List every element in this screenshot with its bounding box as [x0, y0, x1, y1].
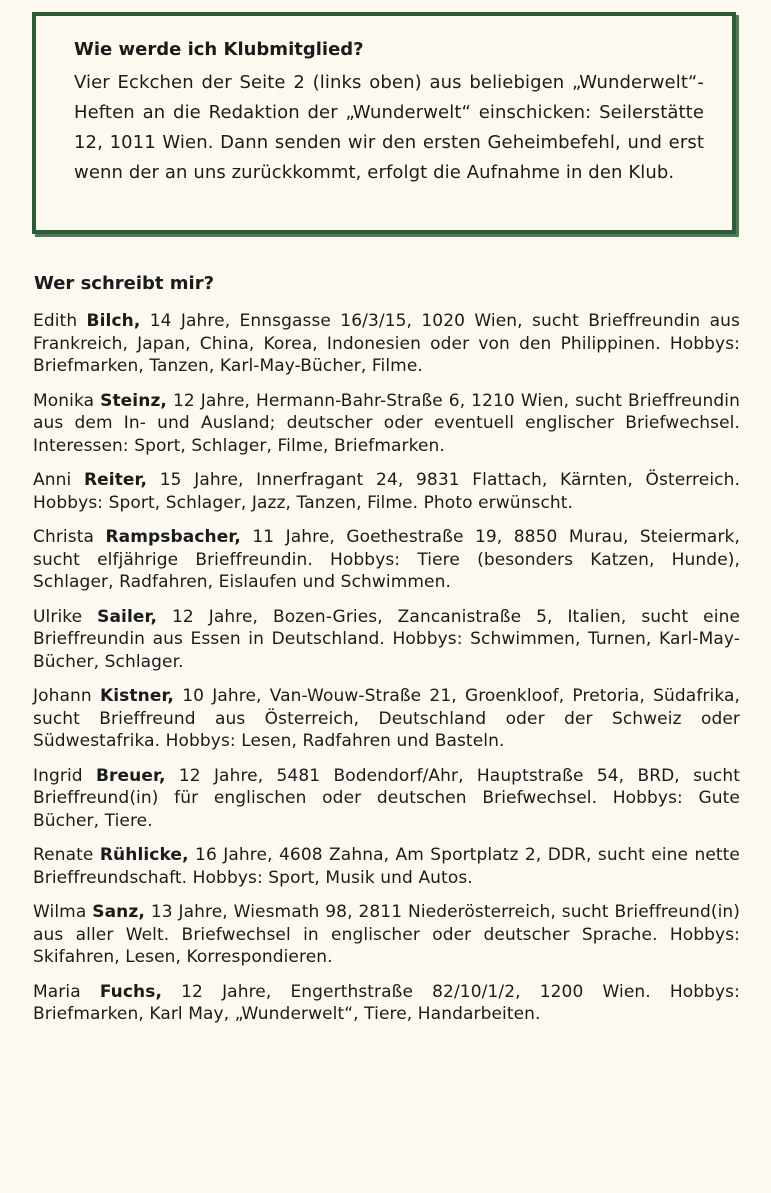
- list-item: [33, 310, 740, 378]
- entry-text: 14 Jahre, Ennsgasse 16/3/15, 1020 Wien, sucht Brieffreundin aus Frankreich, Japan, China, Korea, Indonesien oder von den Philippinen. Hobbys: Briefmarken, Tanzen, Karl-May-Bücher, Filme.: [33, 311, 740, 376]
- first-name: Wilma: [33, 902, 87, 922]
- surname: Rampsbacher,: [105, 527, 241, 547]
- entry-text: 15 Jahre, Innerfragant 24, 9831 Flattach, Kärnten, Österreich. Hobbys: Sport, Schlager, Jazz, Tanzen, Filme. Photo erwünscht.: [33, 470, 740, 513]
- surname: Reiter,: [83, 470, 148, 490]
- surname: Sanz,: [92, 902, 145, 922]
- entry-text: 12 Jahre, Hermann-Bahr-Straße 6, 1210 Wien, sucht Brieffreundin aus dem In- und Ausland; deutscher oder eventuell englischer Briefwechsel. Interessen: Sport, Schlager, Filme, Briefmarken.: [33, 390, 740, 456]
- box-text: Vier Eckchen der Seite 2 (links oben) aus beliebigen „Wunderwelt“-Heften an die Redaktion der „Wunderwelt“ einschicken: Seilerstätte 12, 1011 Wien. Dann senden wir den ersten Geheimbefehl, und erst wenn der an uns zurückkommt, erfolgt die Aufnahme in den Klub.: [74, 72, 704, 183]
- box-title: Wie werde ich Klubmitglied?: [74, 39, 364, 60]
- list-item: [33, 901, 740, 969]
- surname: Steinz,: [100, 390, 167, 411]
- list-item: [33, 981, 740, 1026]
- section-title: Wer schreibt mir?: [34, 273, 215, 294]
- first-name: Monika: [33, 390, 95, 411]
- entry-text: 13 Jahre, Wiesmath 98, 2811 Niederösterreich, sucht Brieffreund(in) aus aller Welt. Briefwechsel in englischer oder deutscher Sprache. Hobbys: Skifahren, Lesen, Korrespondieren.: [33, 902, 741, 967]
- entry-text: 12 Jahre, Bozen-Gries, Zancanistraße 5, Italien, sucht eine Brieffreundin aus Essen in Deutschland. Hobbys: Schwimmen, Turnen, Karl-May-Bücher, Schlager.: [33, 606, 740, 672]
- first-name: Edith: [33, 311, 78, 331]
- entry-text: 12 Jahre, 5481 Bodendorf/Ahr, Hauptstraße 54, BRD, sucht Brieffreund(in) für englischen oder deutschen Briefwechsel. Hobbys: Gute Bücher, Tiere.: [33, 765, 741, 831]
- entry-text: 10 Jahre, Van-Wouw-Straße 21, Groenkloof, Pretoria, Südafrika, sucht Brieffreund aus Österreich, Deutschland oder der Schweiz oder Südwestafrika. Hobbys: Lesen, Radfahren und Basteln.: [33, 686, 740, 751]
- first-name: Anni: [33, 470, 72, 490]
- list-item: [33, 844, 740, 889]
- first-name: Maria: [33, 981, 81, 1002]
- first-name: Renate: [33, 845, 94, 865]
- list-item: [33, 526, 740, 594]
- list-item: [33, 469, 740, 514]
- surname: Bilch,: [86, 311, 141, 331]
- first-name: Ulrike: [33, 606, 83, 627]
- first-name: Ingrid: [33, 765, 83, 786]
- surname: Fuchs,: [99, 981, 163, 1002]
- list-item: [33, 606, 740, 674]
- entry-text: 16 Jahre, 4608 Zahna, Am Sportplatz 2, DDR, sucht eine nette Brieffreundschaft. Hobbys: Sport, Musik und Autos.: [33, 845, 740, 888]
- list-item: [33, 765, 740, 833]
- surname: Breuer,: [95, 765, 166, 786]
- club-membership-box: [32, 12, 736, 234]
- list-item: [33, 685, 740, 753]
- list-item: [33, 390, 740, 458]
- penpal-list: [33, 310, 740, 1038]
- entry-text: 11 Jahre, Goethestraße 19, 8850 Murau, Steiermark, sucht elfjährige Brieffreundin. Hobbys: Tiere (besonders Katzen, Hunde), Schlager, Radfahren, Eislaufen und Schwimmen.: [33, 527, 740, 592]
- first-name: Johann: [33, 686, 92, 706]
- surname: Kistner,: [99, 686, 174, 706]
- entry-text: 12 Jahre, Engerthstraße 82/10/1/2, 1200 Wien. Hobbys: Briefmarken, Karl May, „Wunderwelt“, Tiere, Handarbeiten.: [33, 981, 740, 1024]
- first-name: Christa: [33, 527, 94, 547]
- surname: Sailer,: [97, 606, 158, 627]
- surname: Rühlicke,: [99, 845, 189, 865]
